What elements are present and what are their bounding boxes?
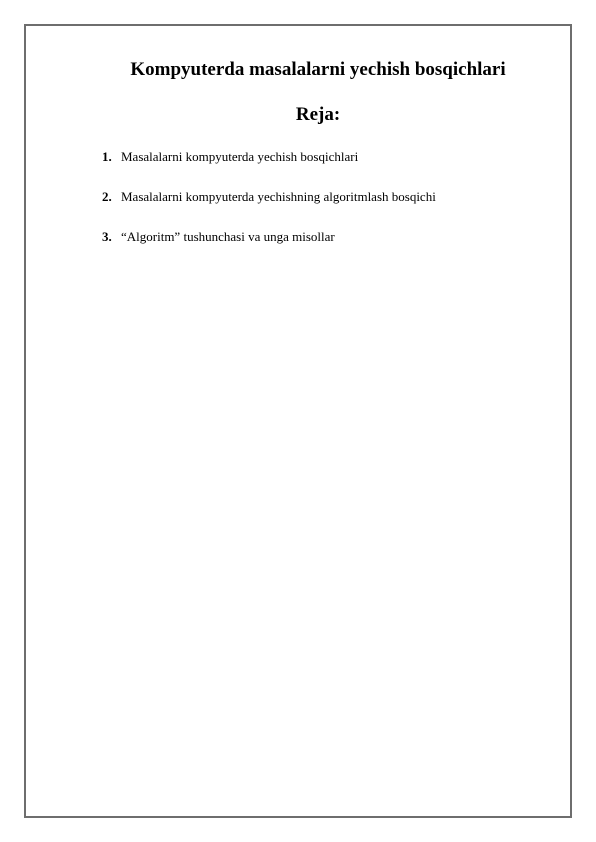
plan-item-text: Masalalarni kompyuterda yechish bosqichlari xyxy=(121,149,359,164)
plan-item-number: 2. xyxy=(102,189,112,204)
plan-heading: Reja: xyxy=(295,104,341,125)
plan-item xyxy=(102,188,436,228)
plan-item-text: Masalalarni kompyuterda yechishning algoritmlash bosqichi xyxy=(121,189,436,204)
plan-item-text: “Algoritm” tushunchasi va unga misollar xyxy=(121,229,335,244)
page-border xyxy=(24,24,572,818)
plan-item-number: 3. xyxy=(102,229,112,244)
plan-item xyxy=(102,148,436,188)
plan-list xyxy=(102,148,436,268)
plan-item xyxy=(102,228,436,268)
document-title: Kompyuterda masalalarni yechish bosqichlari xyxy=(130,59,506,80)
plan-item-number: 1. xyxy=(102,149,112,164)
